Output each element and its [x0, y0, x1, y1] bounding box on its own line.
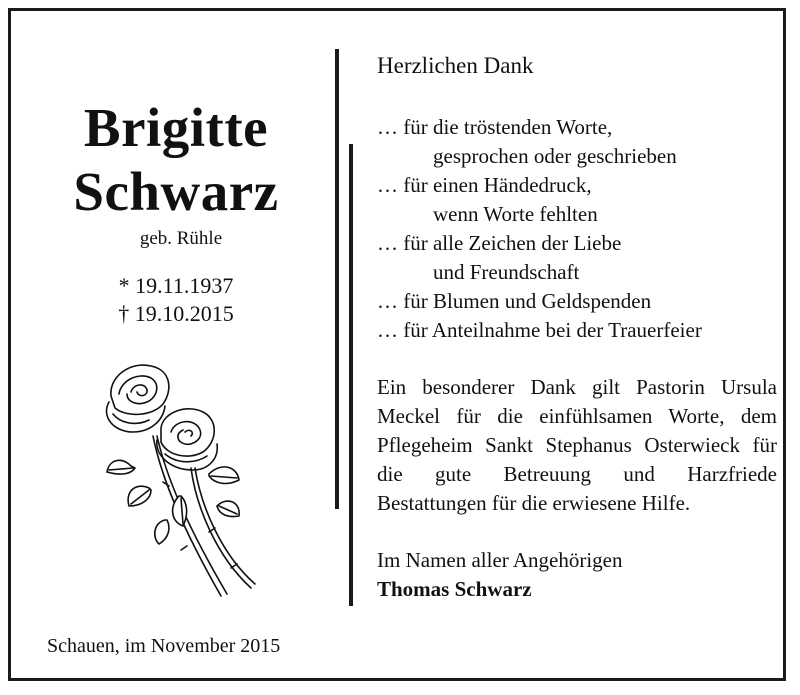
thanks-item-continuation: und Freundschaft	[433, 260, 580, 284]
obituary-card	[8, 8, 786, 681]
thanks-item-line: … für alle Zeichen der Liebe	[377, 231, 622, 255]
thanks-item-line: … für die tröstenden Worte,	[377, 115, 613, 139]
thanks-item-continuation: gesprochen oder geschrieben	[433, 144, 677, 168]
thanks-block	[377, 51, 777, 604]
closing-line: Im Namen aller Angehörigen	[377, 548, 623, 572]
thanks-heading: Herzlichen Dank	[377, 53, 534, 78]
rose-icon	[91, 356, 261, 611]
thanks-item	[377, 113, 777, 171]
thanks-item	[377, 171, 777, 229]
special-thanks: Ein besonderer Dank gilt Pastorin Ursula Meckel für die einfühlsamen Worte, dem Pflegeheim Sankt Stephanus Osterwieck für die gute Betreuung und Harzfriede Bestattungen für die erwiesene Hilfe.	[377, 375, 777, 515]
first-name: Brigitte	[83, 97, 269, 158]
thanks-item	[377, 229, 777, 287]
life-dates	[31, 272, 321, 328]
thanks-item-line: … für einen Händedruck,	[377, 173, 592, 197]
death-date: † 19.10.2015	[118, 301, 234, 326]
signer-name: Thomas Schwarz	[377, 577, 532, 601]
birth-date: * 19.11.1937	[118, 273, 234, 298]
last-name: Schwarz	[73, 161, 279, 222]
thanks-item-continuation: wenn Worte fehlten	[433, 202, 598, 226]
thanks-item-line: … für Blumen und Geldspenden	[377, 289, 652, 313]
place-and-date: Schauen, im November 2015	[47, 635, 281, 657]
thanks-item-line: … für Anteilnahme bei der Trauerfeier	[377, 318, 702, 342]
maiden-name: geb. Rühle	[139, 228, 223, 249]
thanks-item	[377, 287, 777, 316]
closing-block	[377, 546, 777, 604]
deceased-block	[31, 96, 321, 328]
divider-line-secondary	[349, 144, 353, 606]
divider-line	[335, 49, 339, 509]
thanks-list	[377, 113, 777, 345]
thanks-item	[377, 316, 777, 345]
